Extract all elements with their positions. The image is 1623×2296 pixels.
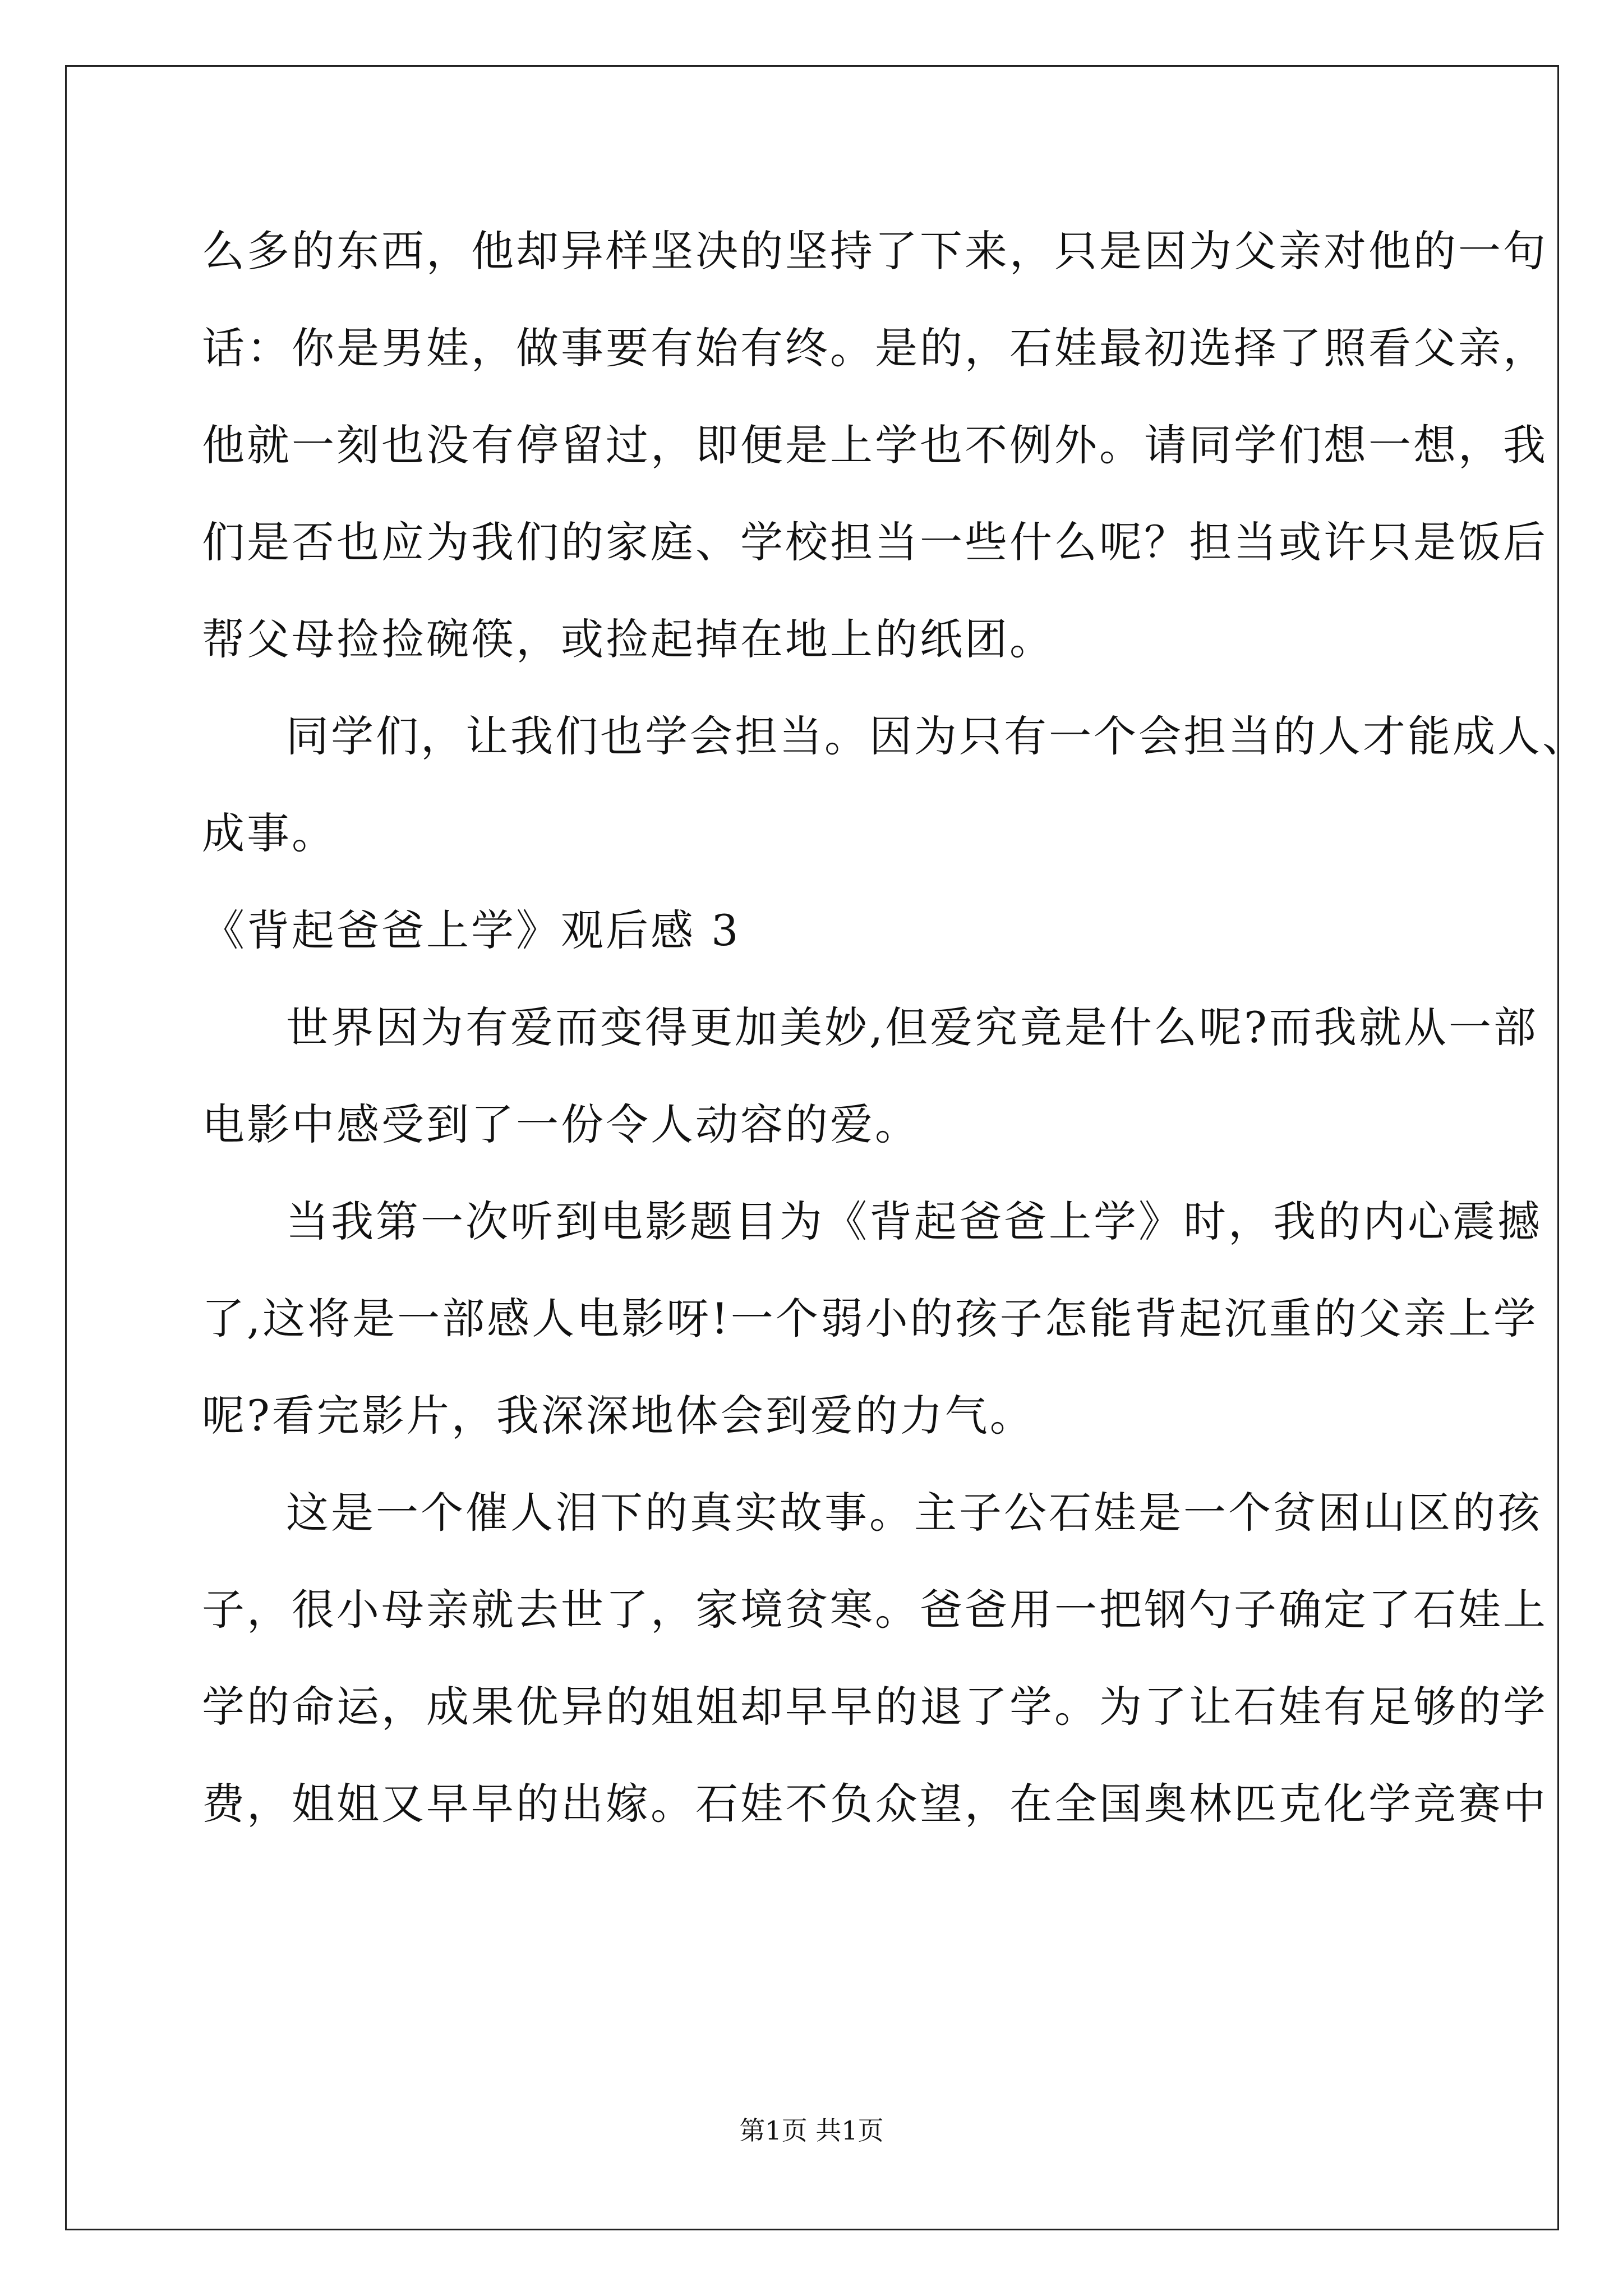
text-line: 呢?看完影片，我深深地体会到爱的力气。 <box>202 1391 1035 1441</box>
text-line: 子，很小母亲就去世了，家境贫寒。爸爸用一把钢勺子确定了石娃上 <box>202 1585 1548 1635</box>
text-line: 成事。 <box>202 808 336 858</box>
text-line: 帮父母捡捡碗筷，或捡起掉在地上的纸团。 <box>202 614 1054 664</box>
text-line: 话：你是男娃，做事要有始有终。是的，石娃最初选择了照看父亲， <box>202 323 1548 373</box>
section-heading: 《背起爸爸上学》观后感 3 <box>202 905 741 955</box>
text-line: 了,这将是一部感人电影呀!一个弱小的孩子怎能背起沉重的父亲上学 <box>202 1294 1538 1343</box>
text-line: 费，姐姐又早早的出嫁。石娃不负众望，在全国奥林匹克化学竞赛中 <box>202 1779 1548 1829</box>
text-line: 他就一刻也没有停留过，即便是上学也不例外。请同学们想一想，我 <box>202 420 1548 470</box>
text-line: 电影中感受到了一份令人动容的爱。 <box>202 1099 920 1149</box>
text-line: 么多的东西，他却异样坚决的坚持了下来，只是因为父亲对他的一句 <box>202 226 1548 276</box>
text-line: 学的命运，成果优异的姐姐却早早的退了学。为了让石娃有足够的学 <box>202 1682 1548 1732</box>
paragraph-start-line: 这是一个催人泪下的真实故事。主子公石娃是一个贫困山区的孩 <box>286 1488 1542 1538</box>
paragraph-start-line: 同学们，让我们也学会担当。因为只有一个会担当的人才能成人、 <box>286 711 1587 761</box>
text-line: 们是否也应为我们的家庭、学校担当一些什么呢？担当或许只是饭后 <box>202 517 1548 567</box>
page-footer: 第1页 共1页 <box>739 2115 884 2146</box>
paragraph-start-line: 世界因为有爱而变得更加美妙,但爱究竟是什么呢?而我就从一部 <box>286 1002 1538 1052</box>
paragraph-start-line: 当我第一次听到电影题目为《背起爸爸上学》时，我的内心震撼 <box>286 1197 1542 1246</box>
